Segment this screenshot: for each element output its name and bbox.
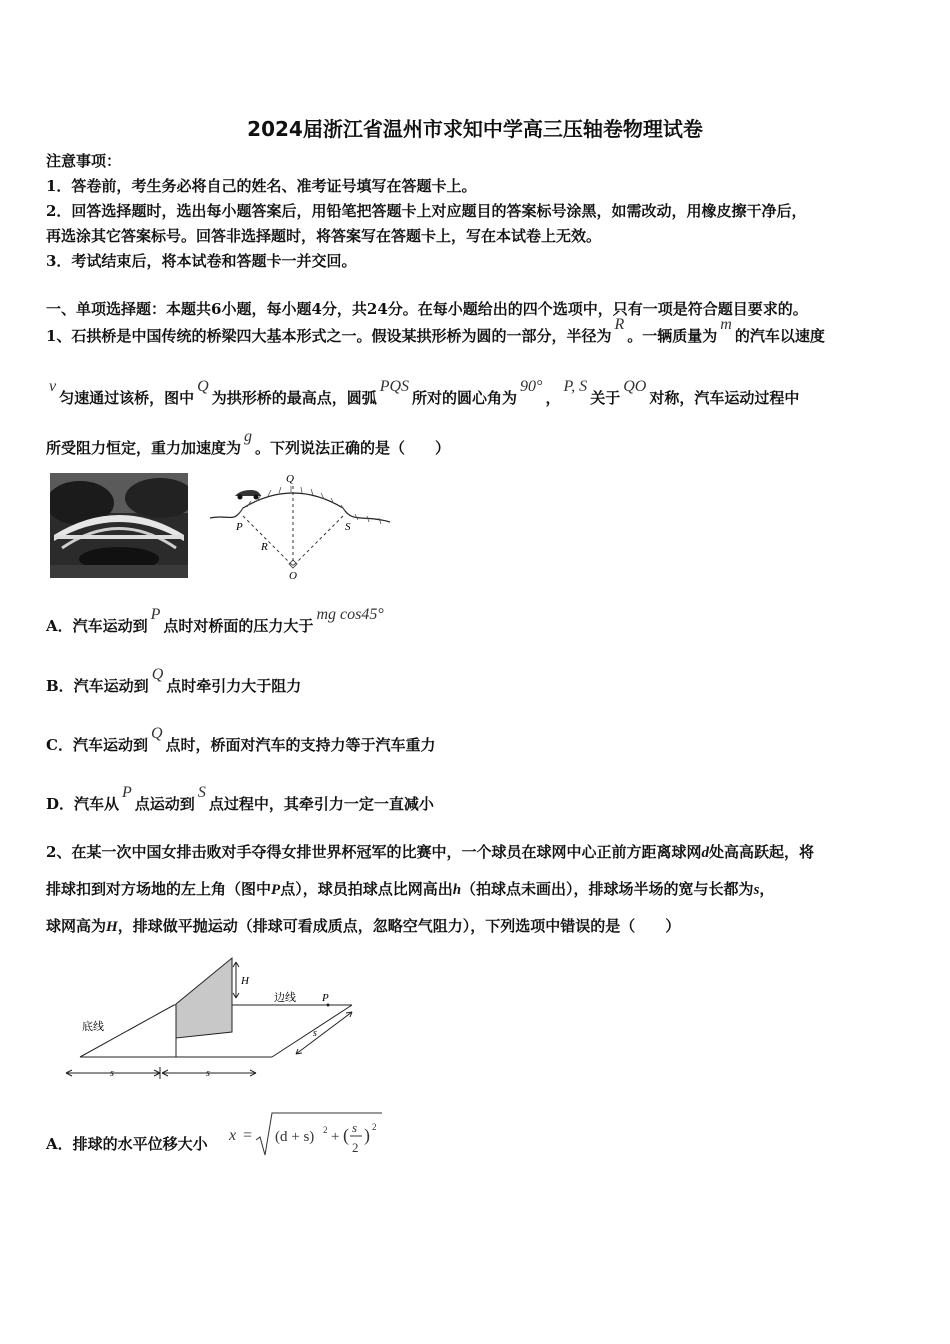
q1-line1: 1、石拱桥是中国传统的桥梁四大基本形式之一。假设某拱形桥为圆的一部分，半径为R。一辆质量为m的汽车以速度 bbox=[46, 316, 825, 345]
q1-line2: v匀速通过该桥，图中Q为拱形桥的最高点，圆弧PQS所对的圆心角为90°，P, S关于QO对称，汽车运动过程中 bbox=[49, 378, 800, 407]
q1-option-a: A．汽车运动到P点时对桥面的压力大于mg cos45° bbox=[46, 606, 384, 635]
q2-line2: 排球扣到对方场地的左上角（图中P点），球员拍球点比网高出h（拍球点未画出），排球场半场的宽与长都为s， bbox=[46, 880, 775, 898]
notice-item: 3．考试结束后，将本试卷和答题卡一并交回。 bbox=[46, 252, 357, 270]
formula-x: x bbox=[229, 1127, 237, 1144]
svg-text:(: ( bbox=[343, 1125, 349, 1145]
label-sideline: 边线 bbox=[274, 992, 296, 1004]
page-title: 2024届浙江省温州市求知中学高三压轴卷物理试卷 bbox=[247, 117, 703, 141]
label-P: P bbox=[236, 521, 243, 533]
formula-plus: + bbox=[331, 1129, 340, 1145]
formula-square-1: 2 bbox=[323, 1125, 328, 1135]
section-heading: 一、单项选择题：本题共6小题，每小题4分，共24分。在每小题给出的四个选项中，只有一项是符合题目要求的。 bbox=[46, 300, 808, 318]
formula-equals: = bbox=[243, 1127, 253, 1144]
q1-option-c: C．汽车运动到Q点时，桥面对汽车的支持力等于汽车重力 bbox=[46, 725, 436, 754]
label-S: S bbox=[345, 521, 351, 533]
formula-square-2: 2 bbox=[372, 1122, 377, 1132]
formula-denominator: 2 bbox=[352, 1140, 359, 1155]
label-s-left: s bbox=[110, 1068, 114, 1079]
volleyball-court-diagram bbox=[60, 950, 360, 1082]
bridge-photo bbox=[50, 473, 188, 578]
svg-text:): ) bbox=[364, 1125, 370, 1145]
notice-item: 再选涂其它答案标号。回答非选择题时，将答案写在答题卡上，写在本试卷上无效。 bbox=[46, 227, 602, 245]
label-s-side: s bbox=[313, 1028, 317, 1039]
label-s-right: s bbox=[206, 1068, 210, 1079]
label-Q: Q bbox=[286, 473, 294, 485]
q1-option-b: B．汽车运动到Q点时牵引力大于阻力 bbox=[46, 666, 302, 695]
q2-option-a-formula bbox=[225, 1108, 395, 1164]
formula-term1: (d + s) bbox=[275, 1129, 315, 1145]
arch-bridge-diagram bbox=[205, 468, 395, 583]
notice-item: 1．答卷前，考生务必将自己的姓名、准考证号填写在答题卡上。 bbox=[46, 177, 477, 195]
q2-line3: 球网高为H，排球做平抛运动（排球可看成质点，忽略空气阻力），下列选项中错误的是（ ） bbox=[46, 917, 681, 935]
label-R: R bbox=[261, 541, 268, 553]
label-baseline: 底线 bbox=[82, 1021, 104, 1033]
q2-line1: 2、在某一次中国女排击败对手夺得女排世界杯冠军的比赛中，一个球员在球网中心正前方距离球网d处高高跃起，将 bbox=[46, 843, 814, 861]
notice-heading: 注意事项： bbox=[46, 152, 122, 170]
label-O: O bbox=[289, 570, 297, 582]
label-H: H bbox=[241, 975, 249, 987]
q2-option-a: A．排球的水平位移大小 bbox=[46, 1135, 208, 1153]
label-P: P bbox=[322, 992, 329, 1004]
q1-option-d: D．汽车从P点运动到S点过程中，其牵引力一定一直减小 bbox=[46, 784, 434, 813]
q1-line3: 所受阻力恒定，重力加速度为g。下列说法正确的是（ ） bbox=[46, 428, 451, 457]
formula-numerator: s bbox=[352, 1120, 358, 1135]
notice-item: 2．回答选择题时，选出每小题答案后，用铅笔把答题卡上对应题目的答案标号涂黑，如需改动，用橡皮擦干净后， bbox=[46, 202, 807, 220]
